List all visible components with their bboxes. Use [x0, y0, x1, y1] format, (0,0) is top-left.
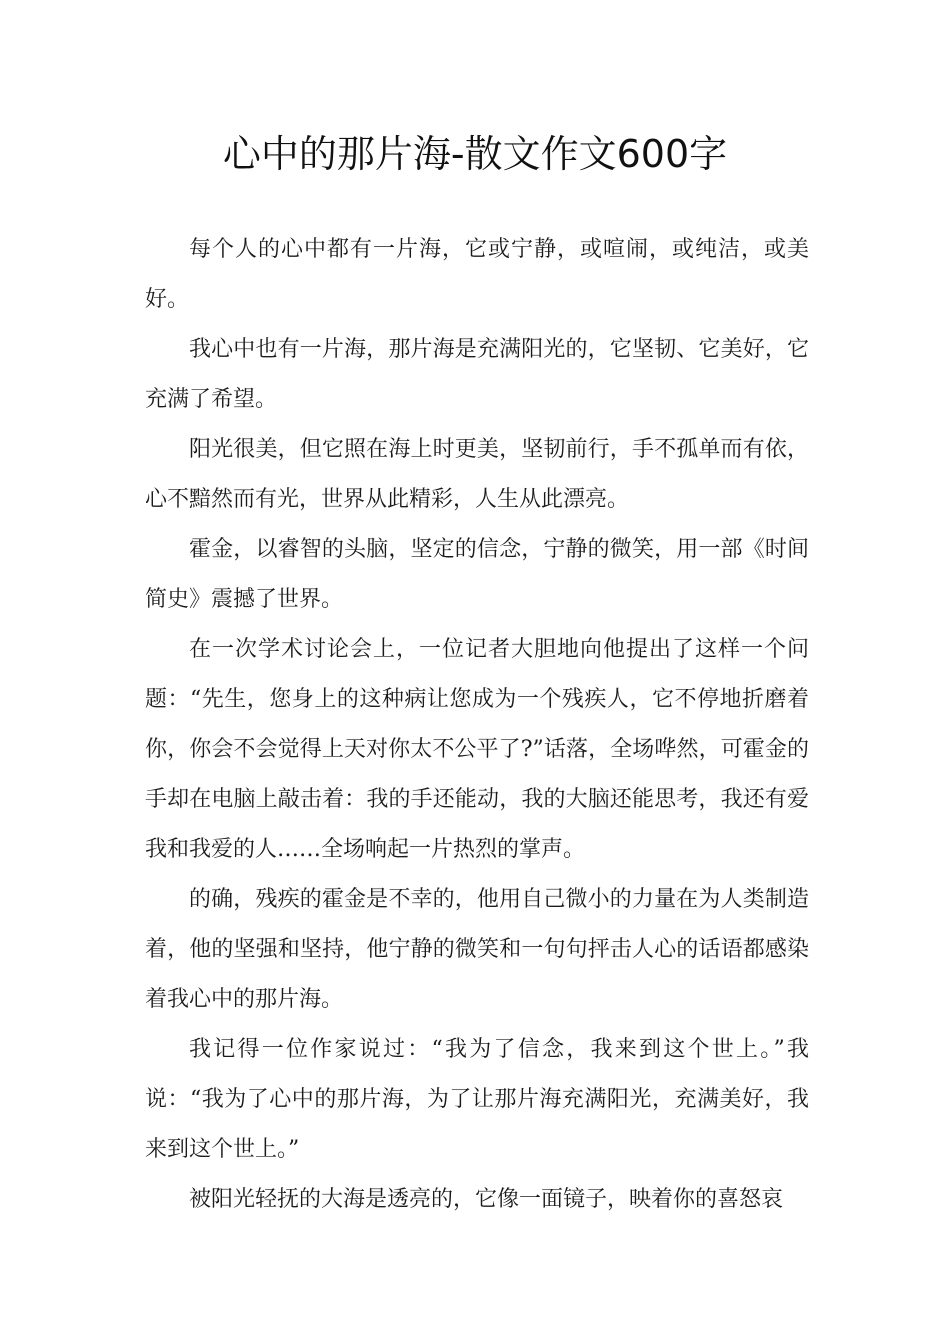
- paragraph: 的确，残疾的霍金是不幸的，他用自己微小的力量在为人类制造着，他的坚强和坚持，他宁静的微笑和一句句抨击人心的话语都感染着我心中的那片海。: [145, 887, 809, 1012]
- paragraph: 每个人的心中都有一片海，它或宁静，或喧闹，或纯洁，或美好。: [145, 237, 809, 312]
- paragraph: 被阳光轻抚的大海是透亮的，它像一面镜子，映着你的喜怒哀: [189, 1187, 784, 1212]
- paragraph: 在一次学术讨论会上，一位记者大胆地向他提出了这样一个问题：“先生，您身上的这种病让您成为一个残疾人，它不停地折磨着你，你会不会觉得上天对你太不公平了?”话落，全场哗然，可霍金的手却在电脑上敲击着：我的手还能动，我的大脑还能思考，我还有爱我和我爱的人……全场响起一片热烈的掌声。: [145, 637, 809, 862]
- paragraph: 我记得一位作家说过：“我为了信念，我来到这个世上。”我说：“我为了心中的那片海，为了让那片海充满阳光，充满美好，我来到这个世上。”: [145, 1037, 809, 1162]
- paragraph: 霍金，以睿智的头脑，坚定的信念，宁静的微笑，用一部《时间简史》震撼了世界。: [145, 537, 809, 612]
- document-title: 心中的那片海-散文作文600字: [222, 132, 728, 176]
- paragraph: 我心中也有一片海，那片海是充满阳光的，它坚韧、它美好，它充满了希望。: [145, 337, 809, 412]
- document-body: [145, 225, 809, 1225]
- paragraph: 阳光很美，但它照在海上时更美，坚韧前行，手不孤单而有依，心不黯然而有光，世界从此精彩，人生从此漂亮。: [145, 437, 809, 512]
